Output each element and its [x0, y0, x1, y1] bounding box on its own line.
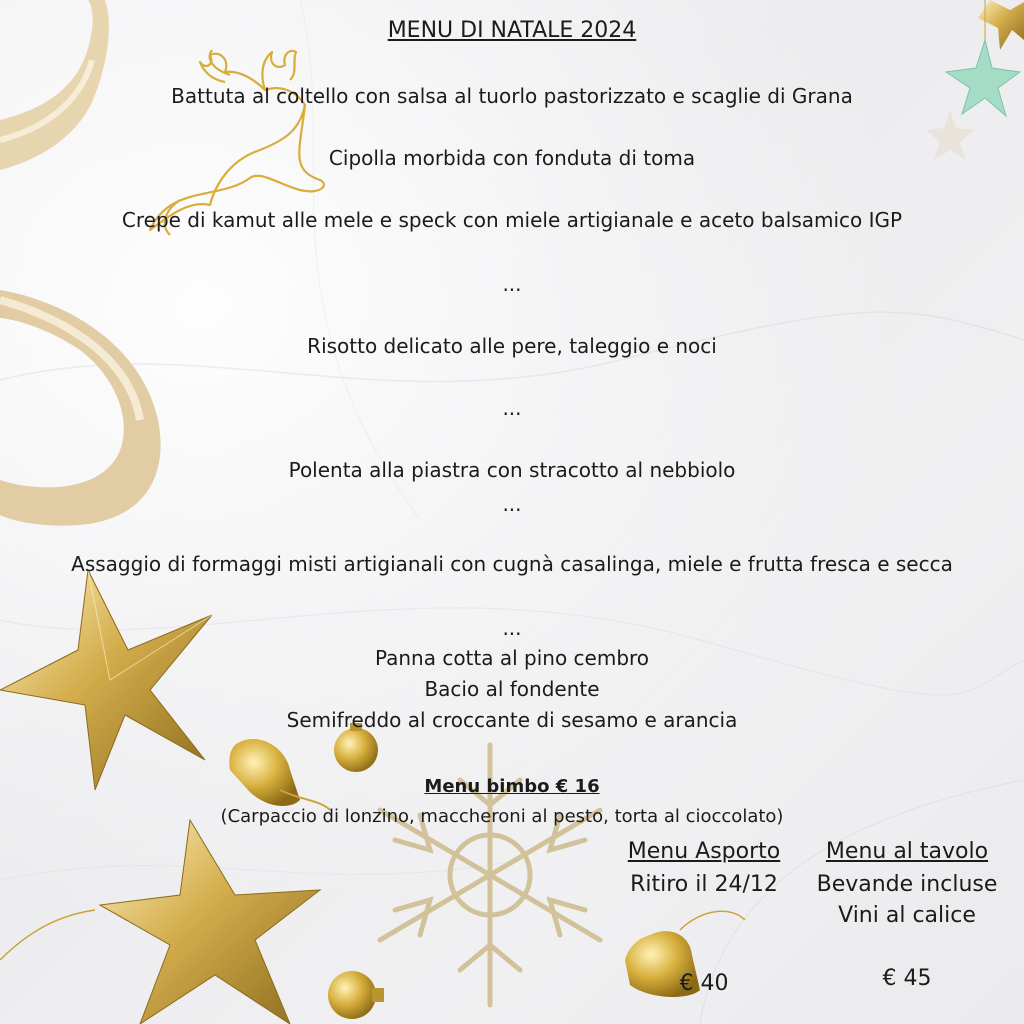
course-separator: ...	[502, 272, 522, 296]
antipasto-item: Crepe di kamut alle mele e speck con miele artigianale e aceto balsamico IGP	[121, 208, 903, 232]
tavolo-wine: Vini al calice	[838, 903, 976, 928]
antipasto-item: Cipolla morbida con fonduta di toma	[328, 146, 696, 170]
ornament-ball-icon	[334, 728, 378, 772]
option-asporto	[612, 839, 796, 996]
course-separator: ...	[502, 492, 522, 516]
dolce-item: Panna cotta al pino cembro	[374, 646, 650, 670]
menu-bimbo-title: Menu bimbo € 16	[424, 776, 600, 797]
antipasto-item: Battuta al coltello con salsa al tuorlo pastorizzato e scaglie di Grana	[171, 84, 853, 108]
dolce-item: Bacio al fondente	[424, 677, 600, 701]
tavolo-title: Menu al tavolo	[825, 839, 989, 864]
asporto-title: Menu Asporto	[627, 839, 781, 864]
menu-title: MENU DI NATALE 2024	[387, 18, 637, 43]
bell-left-icon	[229, 739, 330, 810]
course-separator: ...	[502, 616, 522, 640]
secondo-item: Polenta alla piastra con stracotto al nebbiolo	[288, 458, 736, 482]
gold-star-bottom-icon	[0, 820, 320, 1024]
menu-bimbo-description: (Carpaccio di lonzino, maccheroni al pesto, torta al cioccolato)	[220, 806, 784, 827]
tavolo-drinks: Bevande incluse	[816, 872, 998, 897]
dolce-item: Semifreddo al croccante di sesamo e arancia	[286, 708, 738, 732]
primo-item: Risotto delicato alle pere, taleggio e noci	[307, 334, 717, 358]
ornament-ball-bottom-icon	[328, 971, 376, 1019]
option-tavolo	[806, 839, 1008, 991]
asporto-pickup: Ritiro il 24/12	[630, 872, 778, 897]
formaggi-item: Assaggio di formaggi misti artigianali con cugnà casalinga, miele e frutta fresca e secca	[71, 552, 953, 576]
course-separator: ...	[502, 396, 522, 420]
tavolo-price: € 45	[882, 966, 932, 991]
asporto-price: € 40	[679, 971, 729, 996]
